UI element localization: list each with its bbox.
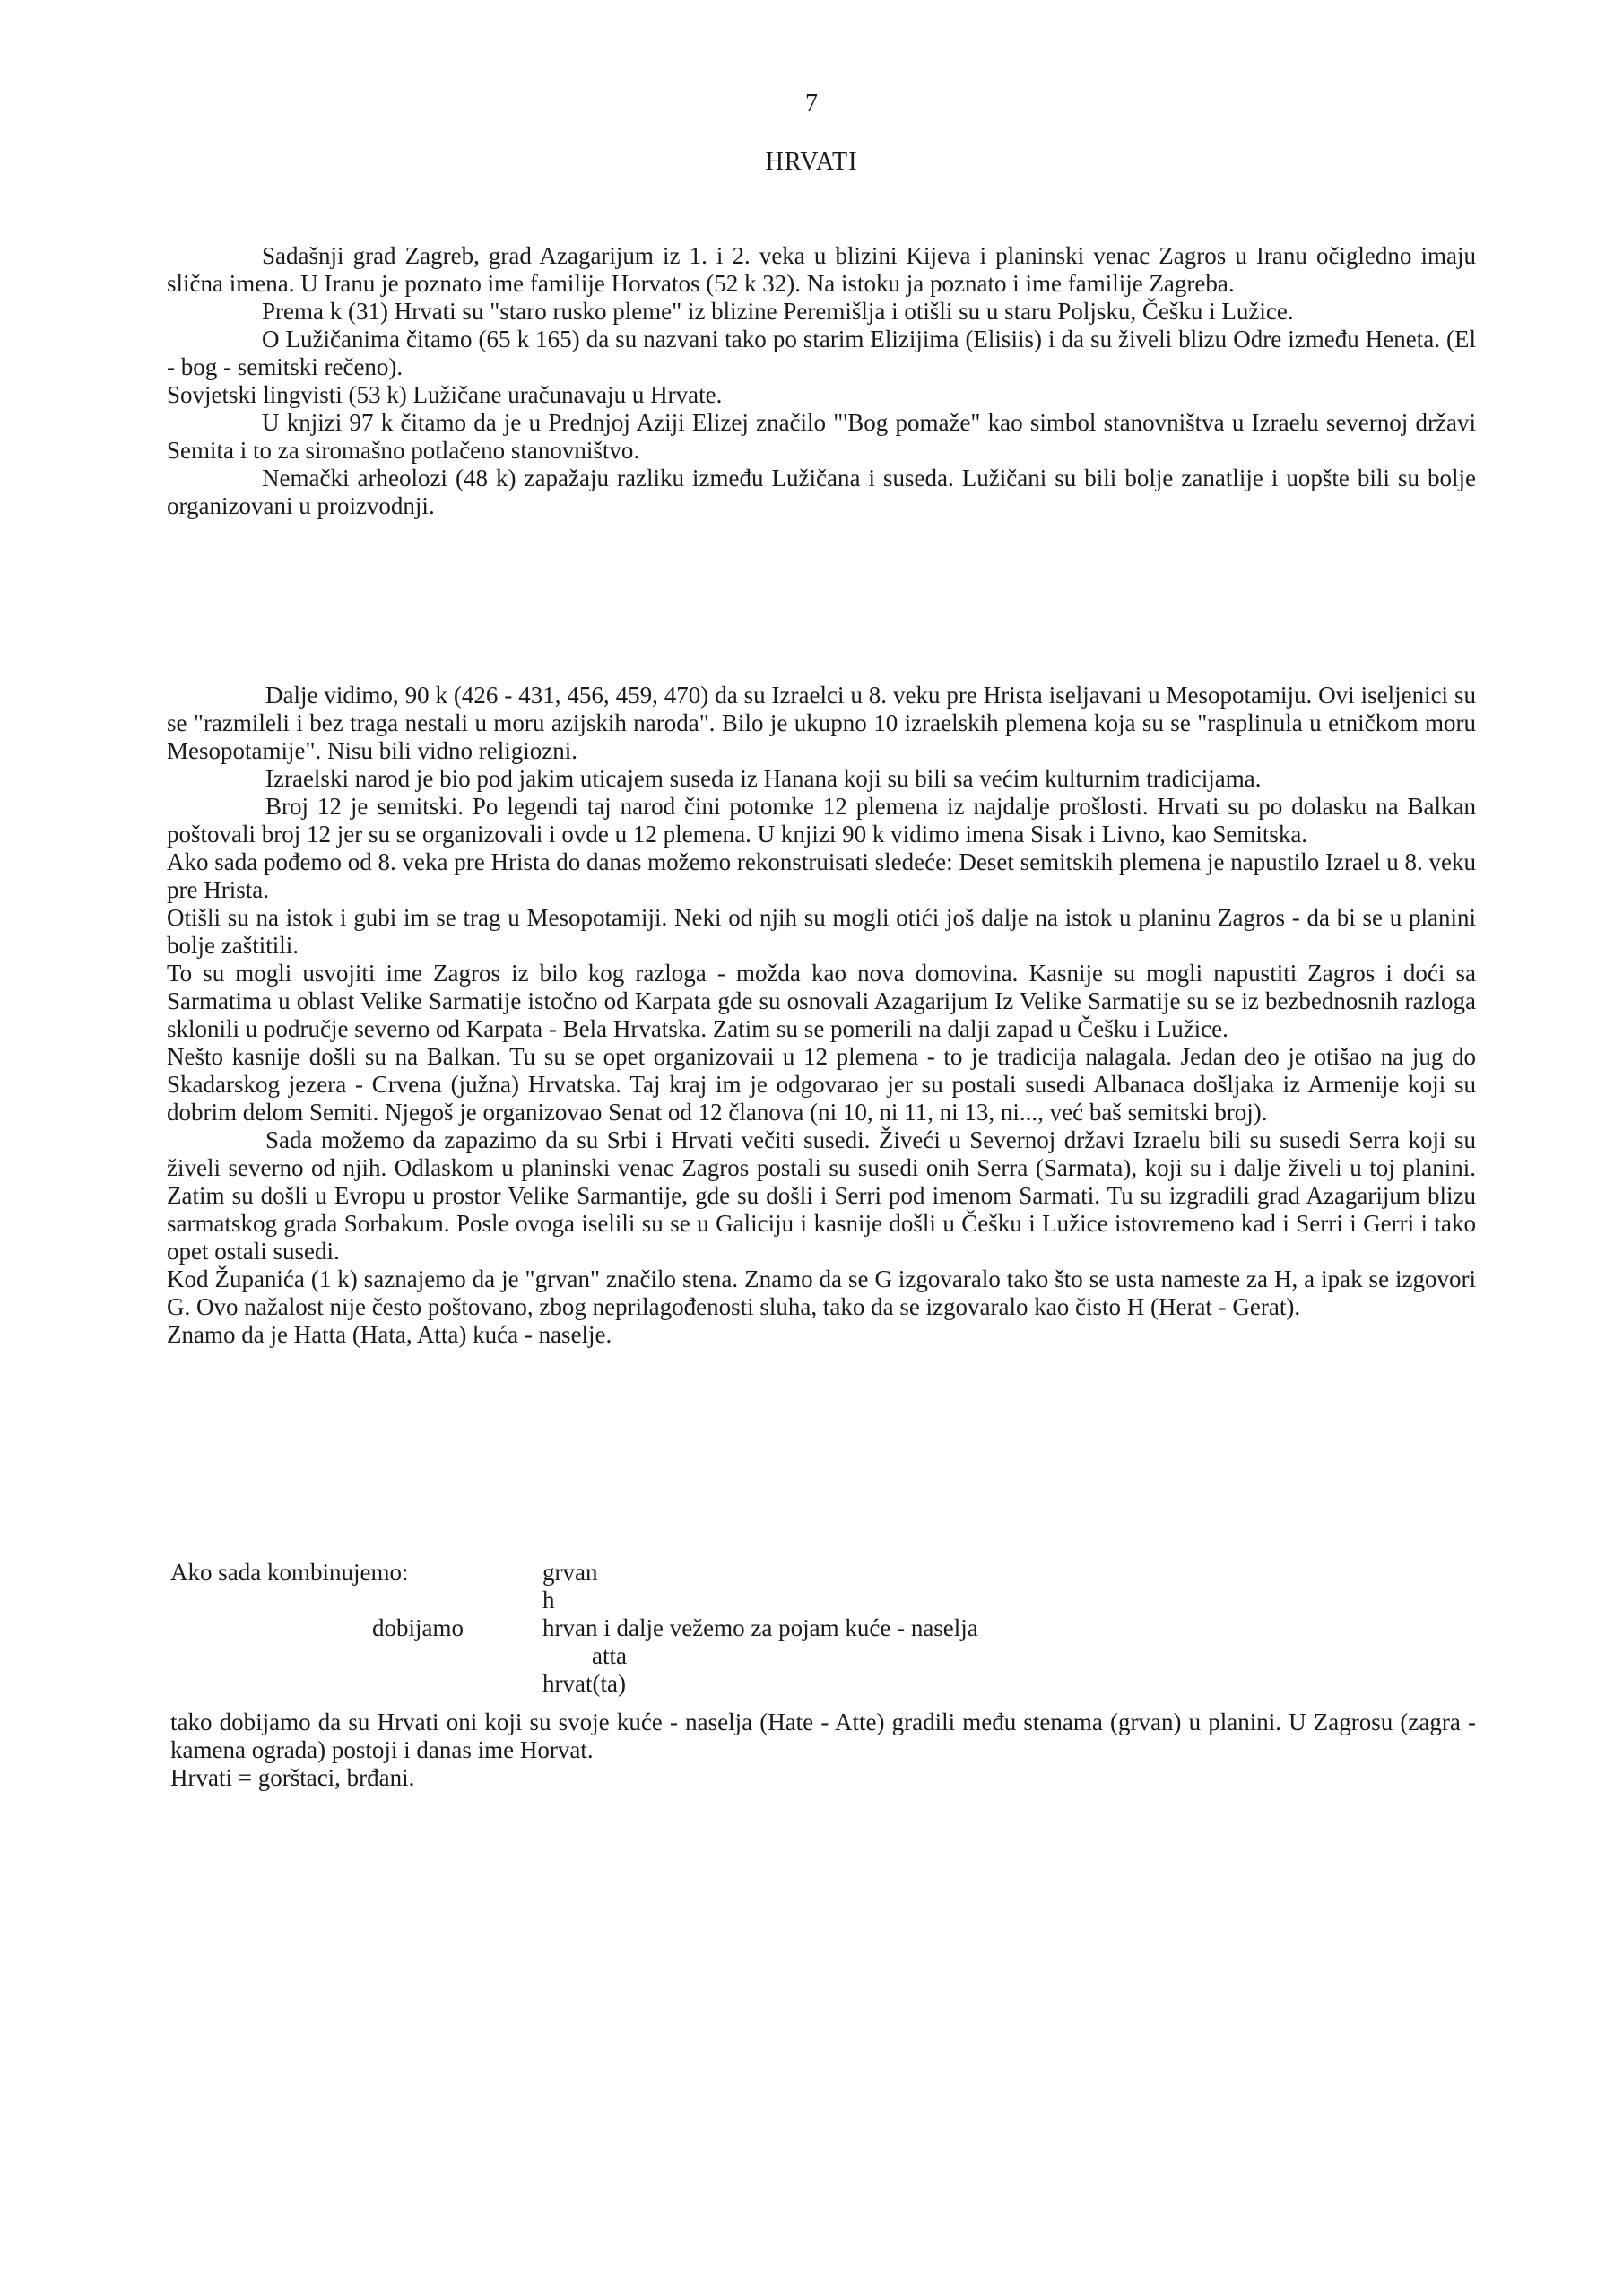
section-history (167, 682, 1476, 1349)
paragraph: Broj 12 je semitski. Po legendi taj narod čini potomke 12 plemena iz najdalje prošlosti. Hrvati su po dolasku na Balkan poštovali broj 12 jer su se organizovali i ovde u 12 plemena. U knjizi 90 k vidimo imena Sisak i Livno, kao Semitska. (167, 793, 1476, 848)
combination-atta: atta (592, 1642, 627, 1669)
paragraph: Ako sada pođemo od 8. veka pre Hrista do danas možemo rekonstruisati sledeće: Deset semitskih plemena je napustilo Izrael u 8. veku pre Hrista. (167, 848, 1476, 903)
paragraph: Izraelski narod je bio pod jakim uticajem suseda iz Hanana koji su bili sa većim kulturnim tradicijama. (265, 765, 1262, 792)
paragraph: O Lužičanima čitamo (65 k 165) da su nazvani tako po starim Elizijima (Elisiis) i da su živeli blizu Odre između Heneta. (El - bog - semitski rečeno). (167, 326, 1476, 380)
combination-h: h (542, 1587, 555, 1613)
paragraph: U knjizi 97 k čitamo da je u Prednjoj Aziji Elizej značilo "'Bog pomaže" kao simbol stanovništva u Izraelu severnoj državi Semita i to za siromašno potlačeno stanovništvo. (167, 409, 1476, 464)
paragraph: Znamo da je Hatta (Hata, Atta) kuća - naselje. (167, 1321, 612, 1348)
combination-grvan: grvan (542, 1559, 598, 1586)
paragraph: Sadašnji grad Zagreb, grad Azagarijum iz 1. i 2. veka u blizini Kijeva i planinski venac Zagros u Iranu očigledno imaju slična imena. U Iranu je poznato ime familije Horvatos (52 k 32). Na istoku ja poznato i ime familije Zagreba. (167, 242, 1476, 297)
combination-hrvan: hrvan i dalje vežemo za pojam kuće - naselja (542, 1614, 978, 1641)
paragraph: Nemački arheolozi (48 k) zapažaju razliku između Lužičana i suseda. Lužičani su bili bolje zanatlije i uopšte bili su bolje organizovani u proizvodnji. (167, 465, 1476, 519)
paragraph: Kod Županića (1 k) saznajemo da je "grvan" značilo stena. Znamo da se G izgovaralo tako što se usta nameste za H, a ipak se izgovori G. Ovo nažalost nije često poštovano, zbog neprilagođenosti sluha, tako da se izgovaralo kao čisto H (Herat - Gerat). (167, 1265, 1476, 1320)
section-conclusion (170, 1709, 1476, 1792)
paragraph: Sada možemo da zapazimo da su Srbi i Hrvati večiti susedi. Živeći u Severnoj državi Izraelu bili su susedi Serra koji su živeli severno od njih. Odlaskom u planinski venac Zagros postali su susedi onih Serra (Sarmata), koji su i dalje živeli u toj planini. Zatim su došli u Evropu u prostor Velike Sarmantije, gde su došli i Serri pod imenom Sarmati. Tu su izgradili grad Azagarijum blizu sarmatskog grada Sorbakum. Posle ovoga iselili su se u Galiciju i kasnije došli u Češku i Lužice istovremeno kad i Serri i Gerri i tako opet ostali susedi. (167, 1126, 1476, 1265)
paragraph: tako dobijamo da su Hrvati oni koji su svoje kuće - naselja (Hate - Atte) gradili među stenama (grvan) u planini. U Zagrosu (zagra - kamena ograda) postoji i danas ime Horvat. (170, 1709, 1476, 1763)
paragraph: Prema k (31) Hrvati su "staro rusko pleme" iz blizine Peremišlja i otišli su u staru Poljsku, Češku i Lužice. (262, 298, 1294, 325)
paragraph: To su mogli usvojiti ime Zagros iz bilo kog razloga - možda kao nova domovina. Kasnije su mogli napustiti Zagros i doći sa Sarmatima u oblast Velike Sarmatije istočno od Karpata gde su osnovali Azagarijum Iz Velike Sarmatije su se iz bezbednosnih razloga sklonili u područje severno od Karpata - Bela Hrvatska. Zatim su se pomerili na dalji zapad u Češku i Lužice. (167, 960, 1476, 1042)
paragraph: Dalje vidimo, 90 k (426 - 431, 456, 459, 470) da su Izraelci u 8. veku pre Hrista iseljavani u Mesopotamiju. Ovi iseljenici su se "razmileli i bez traga nestali u moru azijskih naroda". Bilo je ukupno 10 izraelskih plemena koja su se "rasplinula u etničkom moru Mesopotamije". Nisu bili vidno religiozni. (167, 682, 1476, 764)
combination-dobijamo: dobijamo (372, 1614, 464, 1641)
paragraph: Nešto kasnije došli su na Balkan. Tu su se opet organizovaii u 12 plemena - to je tradicija nalagala. Jedan deo je otišao na jug do Skadarskog jezera - Crvena (južna) Hrvatska. Taj kraj im je odgovarao jer su postali susedi Albanaca došljaka iz Armenije koji su dobrim delom Semiti. Njegoš je organizovao Senat od 12 članova (ni 10, ni 11, ni 13, ni..., već baš semitski broj). (167, 1043, 1476, 1126)
paragraph: Sovjetski lingvisti (53 k) Lužičane uračunavaju u Hrvate. (167, 381, 723, 408)
section-intro (167, 242, 1476, 520)
paragraph: Hrvati = gorštaci, brđani. (170, 1764, 415, 1791)
word-combination (170, 1559, 1471, 1698)
combination-hrvat: hrvat(ta) (542, 1670, 626, 1697)
paragraph: Otišli su na istok i gubi im se trag u Mesopotamiji. Neki od njih su mogli otići još dalje na istok u planinu Zagros - da bi se u planini bolje zaštitili. (167, 904, 1476, 959)
page-number: 7 (805, 90, 818, 117)
page-title: HRVATI (765, 148, 858, 176)
combination-intro: Ako sada kombinujemo: (170, 1559, 409, 1586)
